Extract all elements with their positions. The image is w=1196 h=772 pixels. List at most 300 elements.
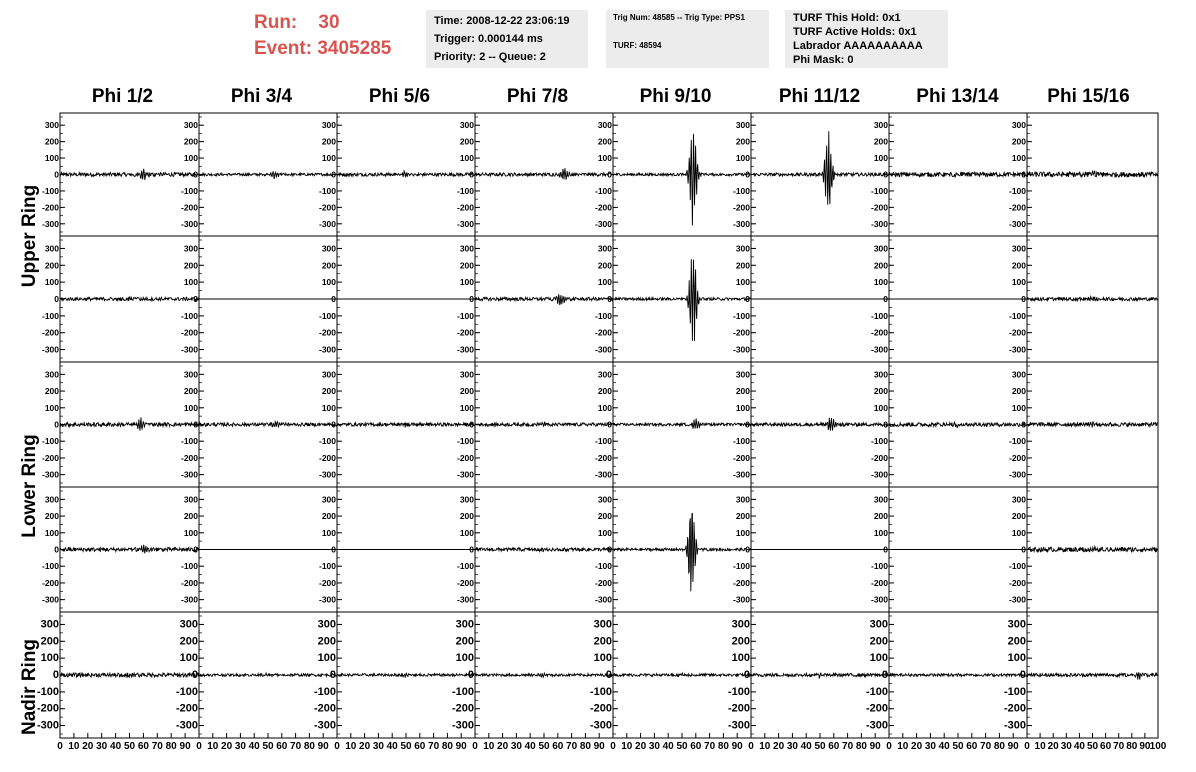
y-tick-label: 200 xyxy=(183,511,198,522)
y-tick-label: -200 xyxy=(41,452,59,463)
y-tick-label: 200 xyxy=(593,635,612,648)
y-tick-label: 300 xyxy=(593,618,612,631)
y-tick-label: -200 xyxy=(594,327,612,338)
x-tick-label: 80 xyxy=(1126,741,1138,752)
y-tick-label: 0 xyxy=(469,419,474,430)
y-tick-label: 0 xyxy=(607,169,612,180)
y-tick-label: 200 xyxy=(735,511,750,522)
y-tick-label: 200 xyxy=(179,635,198,648)
y-tick-label: -200 xyxy=(180,577,198,588)
y-tick-label: -100 xyxy=(41,561,59,572)
x-tick-label: 40 xyxy=(248,741,260,752)
x-tick-label: 80 xyxy=(165,741,177,752)
y-tick-label: -200 xyxy=(870,327,888,338)
y-tick-label: 200 xyxy=(1007,635,1026,648)
y-tick-label: 200 xyxy=(735,386,750,397)
y-tick-label: -100 xyxy=(732,185,750,196)
y-tick-label: 0 xyxy=(331,294,336,304)
y-tick-label: -300 xyxy=(41,344,59,355)
y-tick-label: 100 xyxy=(317,652,336,665)
y-tick-label: 200 xyxy=(455,635,474,648)
x-tick-label: 30 xyxy=(510,741,522,752)
y-tick-label: 300 xyxy=(597,243,612,254)
y-tick-label: 100 xyxy=(1011,153,1026,164)
y-tick-label: 200 xyxy=(869,635,888,648)
y-tick-label: -200 xyxy=(41,577,59,588)
y-tick-label: 100 xyxy=(40,652,59,665)
waveform-panel xyxy=(319,487,475,612)
y-tick-label: 0 xyxy=(1019,669,1026,681)
y-tick-label: -200 xyxy=(41,327,59,338)
column-header-phi-1-2: Phi 1/2 xyxy=(91,86,154,107)
x-tick-label: 20 xyxy=(911,741,923,752)
y-tick-label: -300 xyxy=(594,344,612,355)
x-tick-label: 10 xyxy=(207,741,219,752)
y-tick-label: 100 xyxy=(183,277,198,288)
y-tick-label: 100 xyxy=(597,527,612,538)
y-tick-label: -100 xyxy=(456,310,474,321)
y-tick-label: 100 xyxy=(597,153,612,164)
y-tick-label: -100 xyxy=(732,436,750,447)
y-tick-label: 200 xyxy=(1011,136,1026,147)
y-tick-label: -200 xyxy=(732,577,750,588)
x-tick-label: 60 xyxy=(1100,741,1112,752)
y-tick-label: 300 xyxy=(735,243,750,254)
y-tick-label: 100 xyxy=(459,527,474,538)
y-tick-label: 200 xyxy=(459,511,474,522)
y-tick-label: 0 xyxy=(743,669,750,681)
y-tick-label: 0 xyxy=(331,169,336,180)
y-tick-label: 100 xyxy=(597,402,612,413)
y-tick-label: 100 xyxy=(735,402,750,413)
waveform-trace xyxy=(1027,672,1158,679)
x-tick-label: 10 xyxy=(621,741,633,752)
x-tick-label: 80 xyxy=(303,741,315,752)
y-tick-label: -100 xyxy=(727,685,750,698)
column-header-phi-13-14: Phi 13/14 xyxy=(916,86,999,107)
y-tick-label: 100 xyxy=(597,277,612,288)
waveform-trace xyxy=(1027,422,1158,428)
y-tick-label: 200 xyxy=(873,136,888,147)
column-header-phi-9-10: Phi 9/10 xyxy=(639,86,712,107)
y-tick-label: -100 xyxy=(594,561,612,572)
waveform-trace xyxy=(1027,297,1158,301)
y-tick-label: 300 xyxy=(597,120,612,131)
y-tick-label: -100 xyxy=(589,685,612,698)
y-tick-label: -200 xyxy=(318,452,336,463)
waveform-trace xyxy=(1027,547,1158,553)
y-tick-label: 200 xyxy=(459,386,474,397)
x-tick-label: 10 xyxy=(68,741,80,752)
waveform-trace xyxy=(475,422,613,426)
trigger-text: Trigger: 0.000144 ms xyxy=(434,33,543,45)
y-tick-label: -100 xyxy=(732,561,750,572)
y-tick-label: 0 xyxy=(745,294,750,304)
turf-active-text: TURF Active Holds: 0x1 xyxy=(793,26,917,38)
y-tick-label: -300 xyxy=(175,719,198,732)
waveform-trace xyxy=(337,171,475,177)
y-tick-label: 0 xyxy=(883,294,888,304)
waveform-panel xyxy=(457,362,613,487)
y-tick-label: 300 xyxy=(321,243,336,254)
y-tick-label: -100 xyxy=(456,561,474,572)
y-tick-label: 300 xyxy=(735,120,750,131)
y-tick-label: 100 xyxy=(44,402,59,413)
waveform-trace xyxy=(889,674,1027,677)
y-tick-label: -200 xyxy=(1008,577,1026,588)
waveform-trace xyxy=(1027,171,1158,178)
x-tick-label: 20 xyxy=(497,741,509,752)
y-tick-label: -300 xyxy=(318,469,336,480)
waveform-trace xyxy=(613,673,751,676)
x-tick-label: 40 xyxy=(662,741,674,752)
waveform-trace xyxy=(475,294,613,305)
turf-text: TURF: 48594 xyxy=(613,41,662,50)
x-tick-label: 40 xyxy=(938,741,950,752)
waveform-panel xyxy=(595,236,751,362)
y-tick-label: -100 xyxy=(1008,185,1026,196)
y-tick-label: -100 xyxy=(451,685,474,698)
y-tick-label: -200 xyxy=(318,577,336,588)
y-tick-label: -200 xyxy=(451,702,474,715)
x-tick-label: 0 xyxy=(748,741,754,752)
x-tick-label: 40 xyxy=(110,741,122,752)
waveform-panel xyxy=(319,113,475,236)
y-tick-label: 200 xyxy=(183,136,198,147)
event-value: 3405285 xyxy=(317,38,392,59)
run-value: 30 xyxy=(318,12,340,33)
waveform-trace xyxy=(337,423,475,428)
y-tick-label: -100 xyxy=(870,561,888,572)
x-tick-label: 20 xyxy=(773,741,785,752)
y-tick-label: 200 xyxy=(597,260,612,271)
x-tick-label: 90 xyxy=(1007,741,1019,752)
y-tick-label: -100 xyxy=(1008,310,1026,321)
y-tick-label: -200 xyxy=(180,452,198,463)
column-header-phi-3-4: Phi 3/4 xyxy=(230,86,293,107)
y-tick-label: -200 xyxy=(870,577,888,588)
y-tick-label: 100 xyxy=(321,277,336,288)
y-tick-label: -100 xyxy=(594,310,612,321)
x-tick-label: 30 xyxy=(924,741,936,752)
y-tick-label: -300 xyxy=(594,594,612,605)
y-tick-label: 300 xyxy=(40,618,59,631)
x-tick-label: 20 xyxy=(635,741,647,752)
waveform-panel xyxy=(871,487,1027,612)
y-tick-label: 0 xyxy=(193,544,198,555)
y-tick-label: -200 xyxy=(732,202,750,213)
x-tick-label: 50 xyxy=(262,741,274,752)
waveform-trace xyxy=(337,673,475,678)
y-tick-label: -300 xyxy=(589,719,612,732)
y-tick-label: 100 xyxy=(1007,652,1026,665)
y-tick-label: -100 xyxy=(594,436,612,447)
x-tick-label: 0 xyxy=(472,741,478,752)
y-tick-label: 0 xyxy=(329,669,336,681)
x-tick-label: 70 xyxy=(290,741,302,752)
y-tick-label: 300 xyxy=(1007,618,1026,631)
waveform-panel xyxy=(457,113,613,236)
y-tick-label: -300 xyxy=(732,469,750,480)
x-tick-label: 40 xyxy=(386,741,398,752)
waveform-trace xyxy=(751,673,889,678)
waveform-panel xyxy=(457,236,613,362)
waveform-panel xyxy=(733,362,889,487)
x-tick-label: 30 xyxy=(1060,741,1072,752)
waveform-panel xyxy=(42,487,199,612)
y-tick-label: 0 xyxy=(54,294,59,304)
waveform-panel xyxy=(37,612,199,738)
x-tick-label: 20 xyxy=(82,741,94,752)
y-tick-label: 300 xyxy=(735,369,750,380)
y-tick-label: -200 xyxy=(175,702,198,715)
y-tick-label: 300 xyxy=(44,494,59,505)
waveform-panel xyxy=(181,487,337,612)
x-tick-label: 60 xyxy=(690,741,702,752)
y-tick-label: 0 xyxy=(745,169,750,180)
y-tick-label: 100 xyxy=(183,527,198,538)
y-tick-label: -100 xyxy=(318,561,336,572)
x-tick-label: 60 xyxy=(966,741,978,752)
y-tick-label: -300 xyxy=(732,594,750,605)
x-tick-label: 60 xyxy=(414,741,426,752)
y-tick-label: 200 xyxy=(183,386,198,397)
y-tick-label: 0 xyxy=(193,169,198,180)
y-tick-label: 300 xyxy=(321,369,336,380)
y-tick-label: 100 xyxy=(179,652,198,665)
y-tick-label: 0 xyxy=(54,544,59,555)
x-tick-label: 30 xyxy=(234,741,246,752)
y-tick-label: -300 xyxy=(41,594,59,605)
y-tick-label: 200 xyxy=(1011,386,1026,397)
x-tick-label: 0 xyxy=(610,741,616,752)
event-label: Event: xyxy=(254,38,313,59)
x-tick-label: 50 xyxy=(1086,741,1099,752)
waveform-panel xyxy=(595,487,751,612)
y-tick-label: 100 xyxy=(869,652,888,665)
column-header-phi-7-8: Phi 7/8 xyxy=(506,86,569,107)
waveform-panel xyxy=(733,113,889,236)
y-tick-label: 0 xyxy=(883,544,888,555)
y-tick-label: 300 xyxy=(44,120,59,131)
y-tick-label: -300 xyxy=(1008,218,1026,229)
y-tick-label: 0 xyxy=(605,669,612,681)
y-tick-label: -300 xyxy=(318,594,336,605)
y-tick-label: -300 xyxy=(456,218,474,229)
y-tick-label: -100 xyxy=(41,310,59,321)
y-tick-label: 0 xyxy=(469,294,474,304)
y-tick-label: 0 xyxy=(54,419,59,430)
waveform-trace xyxy=(199,171,337,179)
y-tick-label: 200 xyxy=(183,260,198,271)
y-tick-label: 300 xyxy=(731,618,750,631)
y-tick-label: -300 xyxy=(1008,469,1026,480)
y-tick-label: 100 xyxy=(44,153,59,164)
y-tick-label: -300 xyxy=(870,218,888,229)
y-tick-label: 200 xyxy=(873,511,888,522)
x-tick-label: 50 xyxy=(676,741,688,752)
y-tick-label: -100 xyxy=(180,436,198,447)
x-tick-label: 30 xyxy=(96,741,108,752)
y-tick-label: -300 xyxy=(870,469,888,480)
y-tick-label: -100 xyxy=(1008,436,1026,447)
x-tick-label: 40 xyxy=(524,741,536,752)
y-tick-label: -300 xyxy=(594,218,612,229)
y-tick-label: 300 xyxy=(1011,369,1026,380)
y-tick-label: 200 xyxy=(44,260,59,271)
labrador-text: Labrador AAAAAAAAAA xyxy=(793,40,923,52)
y-tick-label: 0 xyxy=(191,669,198,681)
y-tick-label: 200 xyxy=(44,511,59,522)
y-tick-label: 200 xyxy=(317,635,336,648)
x-tick-label: 0 xyxy=(334,741,340,752)
y-tick-label: 200 xyxy=(44,136,59,147)
waveform-panel xyxy=(1009,113,1158,236)
y-tick-label: -200 xyxy=(1008,202,1026,213)
y-tick-label: 100 xyxy=(873,153,888,164)
x-tick-label: 60 xyxy=(276,741,288,752)
y-tick-label: -300 xyxy=(451,719,474,732)
waveform-panel xyxy=(728,612,889,738)
x-tick-label: 70 xyxy=(980,741,992,752)
y-tick-label: 0 xyxy=(883,169,888,180)
waveform-panel xyxy=(314,612,475,738)
y-tick-label: -100 xyxy=(870,185,888,196)
y-tick-label: -200 xyxy=(594,452,612,463)
y-tick-label: -200 xyxy=(870,202,888,213)
y-tick-label: -300 xyxy=(456,469,474,480)
y-tick-label: -200 xyxy=(594,577,612,588)
y-tick-label: -100 xyxy=(318,185,336,196)
y-tick-label: 200 xyxy=(321,136,336,147)
y-tick-label: -200 xyxy=(456,577,474,588)
y-tick-label: -100 xyxy=(318,436,336,447)
y-tick-label: 300 xyxy=(183,369,198,380)
y-tick-label: -300 xyxy=(318,344,336,355)
y-tick-label: -100 xyxy=(1008,561,1026,572)
y-tick-label: 100 xyxy=(873,277,888,288)
waveform-panel xyxy=(42,113,199,236)
column-header-phi-11-12: Phi 11/12 xyxy=(778,86,861,107)
y-tick-label: 200 xyxy=(321,511,336,522)
y-tick-label: 300 xyxy=(459,243,474,254)
x-tick-label: 10 xyxy=(759,741,771,752)
waveform-panel xyxy=(733,236,889,362)
y-tick-label: -300 xyxy=(180,594,198,605)
y-tick-label: 300 xyxy=(321,120,336,131)
y-tick-label: -200 xyxy=(36,702,59,715)
y-tick-label: -200 xyxy=(870,452,888,463)
y-tick-label: -100 xyxy=(1003,685,1026,698)
y-tick-label: 100 xyxy=(44,277,59,288)
x-tick-label: 10 xyxy=(345,741,357,752)
waveform-panel xyxy=(319,362,475,487)
x-tick-label: 70 xyxy=(428,741,440,752)
y-tick-label: 300 xyxy=(183,494,198,505)
x-tick-label: 60 xyxy=(552,741,564,752)
waveform-trace xyxy=(613,514,751,592)
y-tick-label: 300 xyxy=(44,243,59,254)
waveform-panel xyxy=(866,612,1027,738)
y-tick-label: 200 xyxy=(597,136,612,147)
y-tick-label: 0 xyxy=(607,294,612,304)
waveform-panel xyxy=(181,362,337,487)
y-tick-label: 200 xyxy=(597,511,612,522)
y-tick-label: 300 xyxy=(1011,494,1026,505)
y-tick-label: 0 xyxy=(1021,294,1026,304)
y-tick-label: -100 xyxy=(870,436,888,447)
x-tick-label: 80 xyxy=(441,741,453,752)
x-tick-label: 90 xyxy=(455,741,467,752)
x-tick-label: 0 xyxy=(1024,741,1030,752)
y-tick-label: -300 xyxy=(313,719,336,732)
y-tick-label: 0 xyxy=(331,544,336,555)
waveform-panel xyxy=(733,487,889,612)
x-tick-label: 90 xyxy=(1139,741,1151,752)
waveform-panel xyxy=(871,236,1027,362)
x-tick-label: 20 xyxy=(359,741,371,752)
y-tick-label: 300 xyxy=(455,618,474,631)
waveform-panel xyxy=(457,487,613,612)
y-tick-label: 0 xyxy=(1021,544,1026,555)
y-tick-label: 200 xyxy=(873,386,888,397)
y-tick-label: -100 xyxy=(870,310,888,321)
x-tick-label: 90 xyxy=(731,741,743,752)
y-tick-label: 300 xyxy=(869,618,888,631)
waveform-trace xyxy=(613,134,751,226)
waveform-trace xyxy=(60,297,199,301)
y-tick-label: -100 xyxy=(318,310,336,321)
waveform-panel xyxy=(319,236,475,362)
y-tick-label: 100 xyxy=(731,652,750,665)
x-tick-label: 30 xyxy=(648,741,660,752)
y-tick-label: 100 xyxy=(459,153,474,164)
x-tick-label: 10 xyxy=(483,741,495,752)
y-tick-label: 200 xyxy=(873,260,888,271)
waveform-panel xyxy=(590,612,751,738)
y-tick-label: 100 xyxy=(455,652,474,665)
y-tick-label: -200 xyxy=(732,327,750,338)
y-tick-label: -200 xyxy=(1008,327,1026,338)
y-tick-label: -100 xyxy=(180,561,198,572)
y-tick-label: -300 xyxy=(36,719,59,732)
y-tick-label: -300 xyxy=(41,469,59,480)
y-tick-label: -300 xyxy=(1003,719,1026,732)
y-tick-label: -100 xyxy=(41,185,59,196)
y-tick-label: 0 xyxy=(193,294,198,304)
waveform-panel xyxy=(181,113,337,236)
y-tick-label: 100 xyxy=(735,153,750,164)
y-tick-label: -200 xyxy=(41,202,59,213)
waveform-panel xyxy=(871,362,1027,487)
y-tick-label: -300 xyxy=(180,344,198,355)
y-tick-label: 100 xyxy=(44,527,59,538)
y-tick-label: 0 xyxy=(469,169,474,180)
y-tick-label: 0 xyxy=(469,544,474,555)
x-tick-label: 80 xyxy=(579,741,591,752)
y-tick-label: 100 xyxy=(735,277,750,288)
x-tick-label: 70 xyxy=(1113,741,1125,752)
y-tick-label: 300 xyxy=(1011,243,1026,254)
x-tick-label: 70 xyxy=(566,741,578,752)
x-tick-label: 90 xyxy=(593,741,605,752)
row-header-nadir-ring: Nadir Ring xyxy=(19,638,40,736)
y-tick-label: -300 xyxy=(41,218,59,229)
y-tick-label: 300 xyxy=(459,494,474,505)
x-tick-label: 20 xyxy=(221,741,233,752)
y-tick-label: 300 xyxy=(459,369,474,380)
y-tick-label: -200 xyxy=(456,202,474,213)
